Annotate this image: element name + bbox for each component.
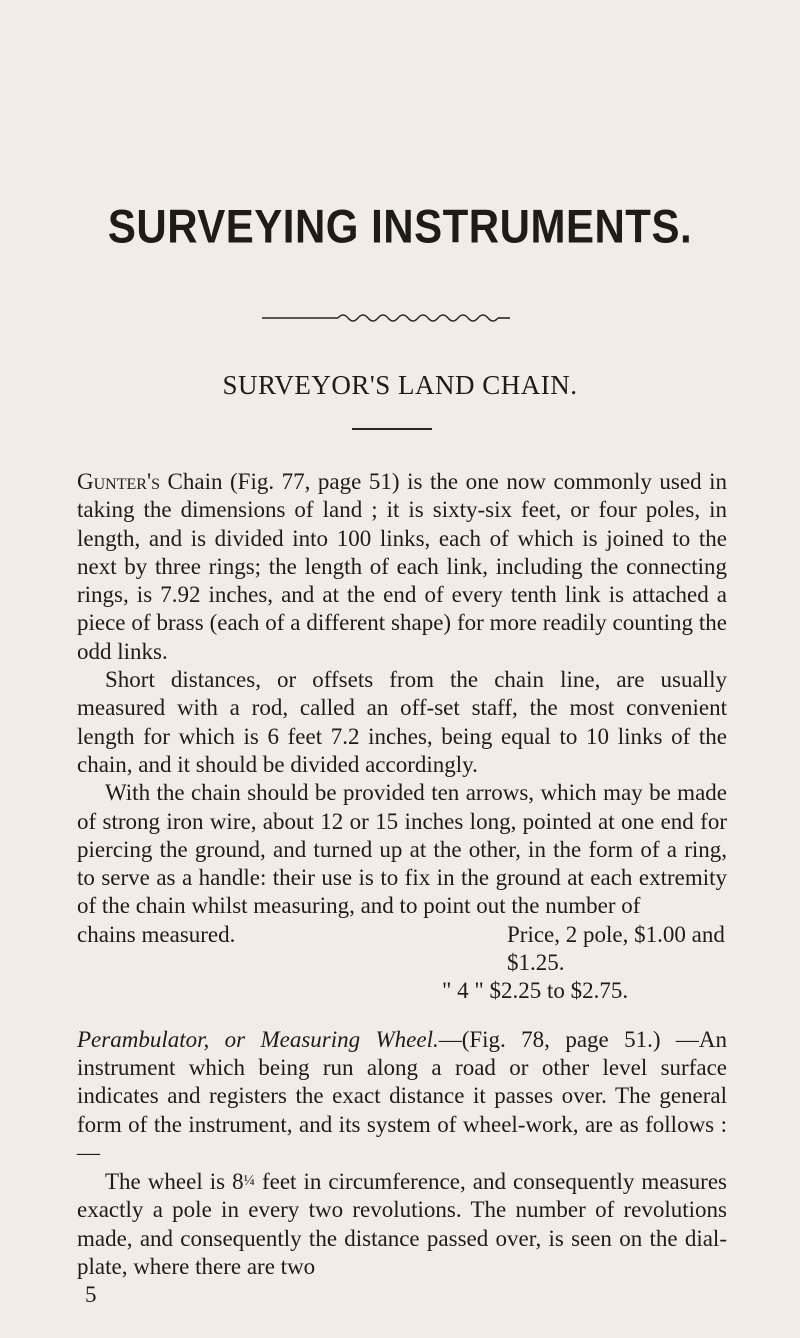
wheel-text-b: feet in circumference, and consequently measures exactly a pole in every two revolutions. The number of revolutions made, and consequently the distance passed over, is seen on the dial-plate, where there are two	[77, 1169, 727, 1280]
paragraph-offsets: Short distances, or offsets from the chain line, are usually measured with a rod, called an off-set staff, the most convenient length for which is 6 feet 7.2 inches, being equal to 10 links of the chain, and it should be divided accordingly.	[77, 667, 727, 777]
body-text	[77, 468, 727, 1310]
paragraph-text: Chain (Fig. 77, page 51) is the one now commonly used in taking the dimensions of land ; it is sixty-six feet, or four poles, in length, and is divided into 100 links, each of which is joined to the next by three rings; the length of each link, including the connecting rings, is 7.92 inches, and at the end of every tenth link is attached a piece of brass (each of a different shape) for more readily counting the odd links.	[77, 469, 727, 664]
wavy-divider-ornament	[262, 312, 510, 324]
wheel-text-a: The wheel is 8	[105, 1169, 244, 1195]
paragraph-perambulator	[77, 1026, 727, 1167]
price-line-2: " 4 " $2.25 to $2.75.	[442, 978, 629, 1004]
page-title: SURVEYING INSTRUMENTS.	[107, 200, 693, 253]
perambulator-heading: Perambulator, or Measuring Wheel.	[77, 1026, 439, 1052]
short-rule-divider	[352, 428, 432, 430]
price-row-1	[77, 921, 727, 978]
paragraph-gunters-chain	[77, 468, 727, 666]
price-line-1: Price, 2 pole, $1.00 and $1.25.	[507, 921, 725, 976]
paragraph-wheel	[77, 1167, 727, 1281]
fraction-quarter: ¼	[243, 1173, 255, 1190]
paragraph-arrows: With the chain should be provided ten arrows, which may be made of strong iron wire, about 12 or 15 inches long, pointed at one end for piercing the ground, and turned up at the other, in the form of a ring, to serve as a handle: their use is to fix in the ground at each extremity of the chain whilst measuring, and to point out the number of	[77, 780, 727, 919]
paragraph-text: —(Fig. 78, page 51.) —An instrument which being run along a road or other level surface indicates and registers the exact distance it passes over. The general form of the instrument, and its system of wheel-work, are as follows :—	[77, 1026, 728, 1165]
gunters-name: Gunter's	[77, 469, 160, 494]
chains-measured-text: chains measured.	[77, 921, 236, 947]
page-number: 5	[85, 1282, 97, 1308]
section-subtitle: SURVEYOR'S LAND CHAIN.	[222, 370, 578, 400]
